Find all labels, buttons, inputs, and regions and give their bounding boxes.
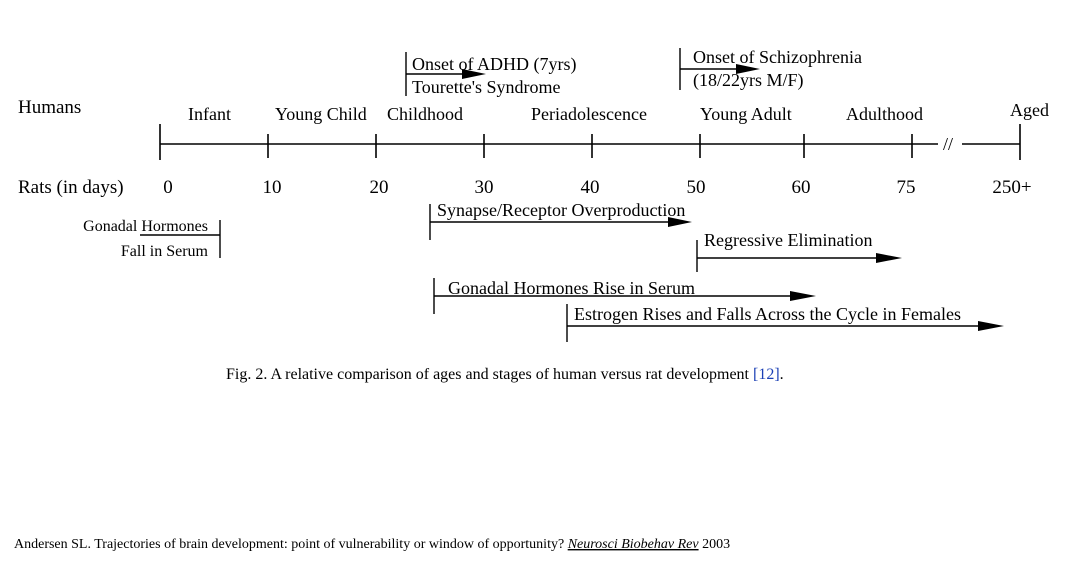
estrogen-cycle-event <box>567 304 1004 342</box>
human-stage-labels <box>188 100 1049 124</box>
gonadal-rise-label: Gonadal Hormones Rise in Serum <box>448 278 695 298</box>
humans-row-label: Humans <box>18 97 82 118</box>
rat-day-label: 0 <box>163 177 173 198</box>
schizophrenia-onset-label: Onset of Schizophrenia <box>693 47 862 67</box>
rat-day-label: 10 <box>262 177 282 198</box>
rat-day-labels <box>163 177 1031 198</box>
schizophrenia-onset-annotation <box>680 47 862 91</box>
figure-caption-text: Fig. 2. A relative comparison of ages and stages of human versus rat development <box>226 366 749 383</box>
synapse-overproduction-label: Synapse/Receptor Overproduction <box>437 200 686 220</box>
human-stage-label: Young Adult <box>700 104 792 124</box>
figure-caption-end: . <box>779 366 784 383</box>
human-stage-label: Childhood <box>387 104 464 124</box>
human-stage-label: Aged <box>1010 100 1049 120</box>
human-stage-label: Periadolescence <box>531 104 647 124</box>
rats-row-label: Rats (in days) <box>18 177 124 198</box>
figure-caption <box>226 366 784 383</box>
schizophrenia-ages-label: (18/22yrs M/F) <box>693 70 804 90</box>
estrogen-cycle-label: Estrogen Rises and Falls Across the Cycle in Females <box>574 304 961 324</box>
citation-year: 2003 <box>698 537 731 552</box>
rat-day-label: 250+ <box>992 177 1032 198</box>
timeline-axis <box>160 124 1020 160</box>
citation-journal: Neurosci Biobehav Rev <box>567 537 699 552</box>
gonadal-rise-arrow-head <box>790 291 816 301</box>
regressive-elimination-event <box>697 230 902 272</box>
gonadal-fall-label-line2: Fall in Serum <box>120 243 208 260</box>
human-stage-label: Young Child <box>275 104 367 124</box>
regressive-arrow-head <box>876 253 902 263</box>
human-stage-label: Adulthood <box>846 104 924 124</box>
gonadal-fall-label-line1: Gonadal Hormones <box>83 218 208 235</box>
regressive-elimination-label: Regressive Elimination <box>704 230 873 250</box>
rat-day-label: 30 <box>474 177 494 198</box>
source-citation <box>14 537 730 552</box>
estrogen-arrow-head <box>978 321 1004 331</box>
tourettes-label: Tourette's Syndrome <box>412 77 561 97</box>
citation-prefix: Andersen SL. Trajectories of brain development: point of vulnerability or window of opportunity? <box>14 537 568 552</box>
rat-day-label: 60 <box>791 177 811 198</box>
axis-break-symbol: // <box>943 134 954 154</box>
figure-caption-ref-link[interactable]: [12] <box>752 366 780 383</box>
rat-day-label: 20 <box>369 177 389 198</box>
rat-day-label: 50 <box>686 177 706 198</box>
rat-day-label: 40 <box>580 177 600 198</box>
rat-day-label: 75 <box>896 177 916 198</box>
gonadal-fall-event <box>83 218 220 260</box>
synapse-overproduction-event <box>430 200 692 240</box>
adhd-onset-label: Onset of ADHD (7yrs) <box>412 54 577 74</box>
adhd-onset-annotation <box>406 52 576 97</box>
human-stage-label: Infant <box>188 104 231 124</box>
